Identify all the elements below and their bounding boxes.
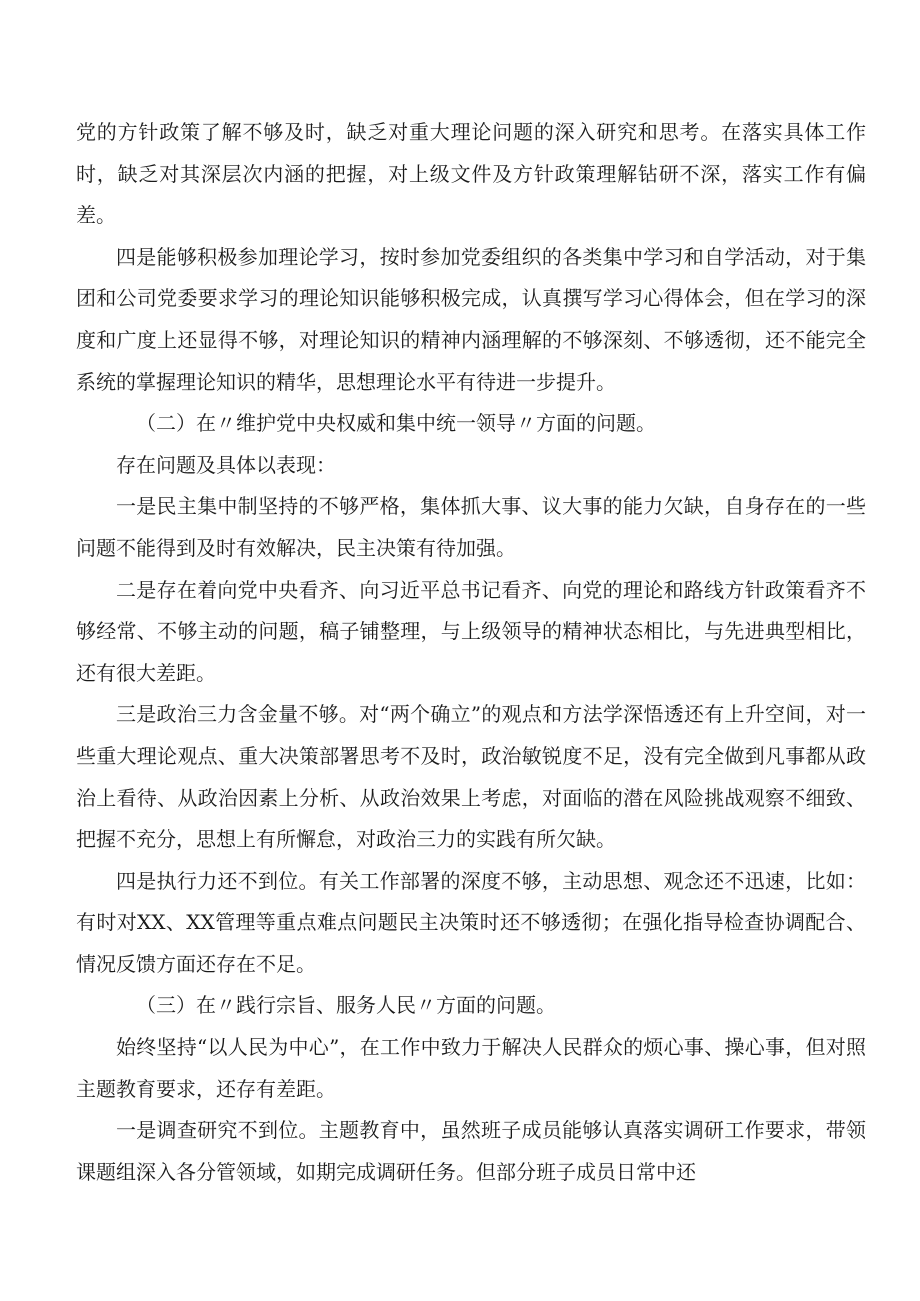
paragraph-continuation: 党的方针政策了解不够及时，缺乏对重大理论问题的深入研究和思考。在落实具体工作时，缺乏对其深层次内涵的把握，对上级文件及方针政策理解钻研不深，落实工作有偏差。 [76,120,866,228]
paragraph-point-three: 三是政治三力含金量不够。对“两个确立”的观点和方法学深悟透还有上升空间，对一些重大理论观点、重大决策部署思考不及时，政治敏锐度不足，没有完全做到凡事都从政治上看待、从政治因素上分析、从政治效果上考虑，对面临的潜在风险挑战观察不细致、把握不充分，思想上有所懈怠，对政治三力的实践有所欠缺。 [76,702,866,852]
paragraph-point-two: 二是存在着向党中央看齐、向习近平总书记看齐、向党的理论和路线方针政策看齐不够经常、不够主动的问题，稿子铺整理，与上级领导的精神状态相比，与先进典型相比，还有很大差距。 [76,577,866,685]
document-body [76,112,866,1193]
paragraph-point-four-theory: 四是能够积极参加理论学习，按时参加党委组织的各类集中学习和自学活动，对于集团和公司党委要求学习的理论知识能够积极完成，认真撰写学习心得体会，但在学习的深度和广度上还显得不够，对理论知识的精神内涵理解的不够深刻、不够透彻，还不能完全系统的掌握理论知识的精华，思想理论水平有待进一步提升。 [76,244,866,394]
paragraph-people-centered: 始终坚持“以人民为中心”，在工作中致力于解决人民群众的烦心事、操心事，但对照主题教育要求，还存有差距。 [76,1035,866,1101]
paragraph-point-one: 一是民主集中制坚持的不够严格，集体抓大事、议大事的能力欠缺，自身存在的一些问题不能得到及时有效解决，民主决策有待加强。 [76,494,866,560]
paragraph-point-four-execution: 四是执行力还不到位。有关工作部署的深度不够，主动思想、观念还不迅速，比如：有时对XX、XX管理等重点难点问题民主决策时还不够透彻；在强化指导检查协调配合、情况反馈方面还存在不足。 [76,868,866,976]
paragraph-problems-intro: 存在问题及具体以表现： [116,452,336,477]
paragraph-research-point-one: 一是调查研究不到位。主题教育中，虽然班子成员能够认真落实调研工作要求，带领课题组深入各分管领域，如期完成调研任务。但部分班子成员日常中还 [76,1118,866,1184]
section-heading-three: （三）在〃践行宗旨、服务人民〃方面的问题。 [136,993,556,1018]
section-heading-two: （二）在〃维护党中央权威和集中统一领导〃方面的问题。 [136,411,656,436]
